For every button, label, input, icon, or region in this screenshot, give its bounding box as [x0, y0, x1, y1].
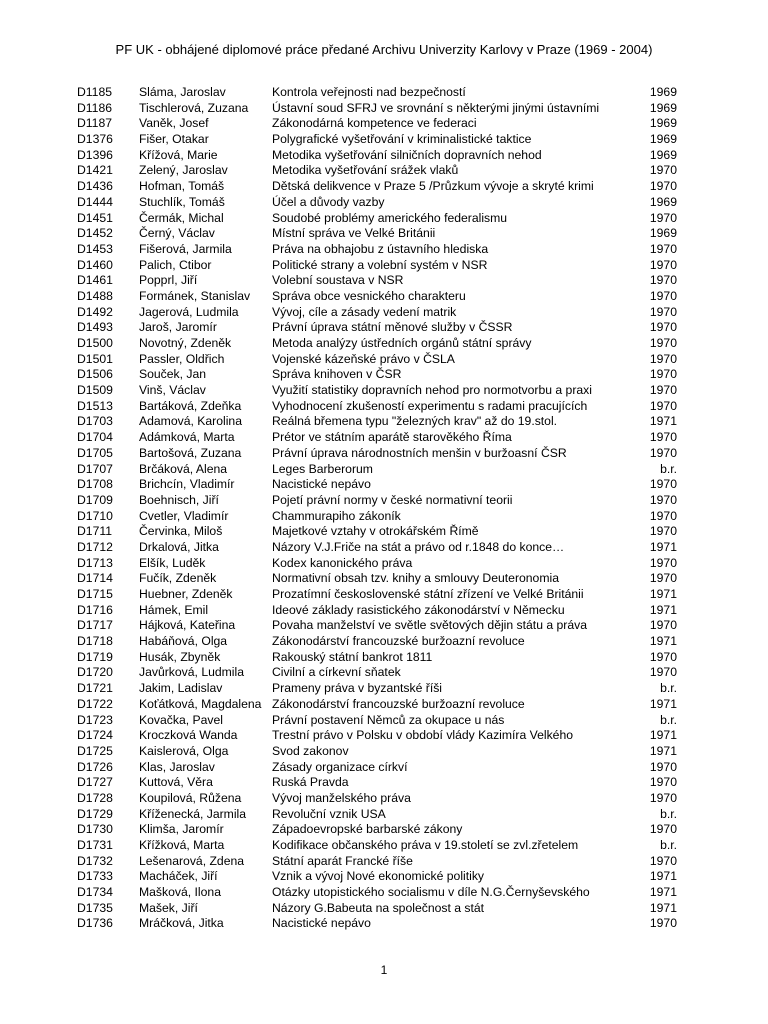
thesis-id: D1718	[77, 634, 113, 649]
author-name: Zelený, Jaroslav	[139, 163, 228, 178]
table-row	[77, 713, 677, 729]
thesis-year: 1970	[649, 273, 677, 288]
thesis-title: Svod zakonov	[272, 743, 349, 758]
thesis-title: Ruská Pravda	[272, 775, 349, 790]
thesis-year: 1970	[649, 618, 677, 633]
thesis-year: 1970	[649, 210, 677, 225]
page-number: 1	[380, 963, 388, 977]
thesis-id: D1713	[77, 555, 113, 570]
thesis-title: Zákonodárství francouzské buržoazní revoluce	[272, 634, 525, 649]
thesis-year: b.r.	[660, 806, 677, 821]
author-name: Hájková, Kateřina	[139, 618, 236, 633]
thesis-title: Nacistické nepávo	[272, 477, 371, 492]
author-name: Palich, Ctibor	[139, 257, 212, 272]
thesis-id: D1460	[77, 257, 113, 272]
author-name: Hofman, Tomáš	[139, 179, 225, 194]
table-row	[77, 195, 677, 211]
thesis-id: D1720	[77, 665, 113, 680]
author-name: Černý, Václav	[139, 226, 215, 241]
table-row	[77, 430, 677, 446]
thesis-id: D1719	[77, 649, 113, 664]
thesis-year: 1970	[649, 257, 677, 272]
thesis-title: Správa obce vesnického charakteru	[272, 288, 466, 303]
author-name: Vinš, Václav	[139, 383, 206, 398]
page-title: PF UK - obhájené diplomové práce předané Archivu Univerzity Karlovy v Praze (1969 - 2004)	[115, 42, 653, 57]
thesis-title: Účel a důvody vazby	[272, 194, 385, 209]
table-row	[77, 509, 677, 525]
thesis-title: Kodex kanonického práva	[272, 555, 413, 570]
thesis-title: Západoevropské barbarské zákony	[272, 822, 463, 837]
thesis-id: D1500	[77, 336, 113, 350]
thesis-id: D1396	[77, 147, 113, 162]
thesis-title: Ideové základy rasistického zákonodárství v Německu	[272, 602, 565, 617]
thesis-year: 1969	[649, 100, 677, 115]
author-name: Souček, Jan	[139, 367, 207, 382]
table-row	[77, 101, 677, 117]
thesis-year: 1970	[649, 351, 677, 366]
thesis-id: D1729	[77, 806, 113, 821]
thesis-id: D1493	[77, 320, 113, 335]
thesis-year: 1970	[649, 916, 677, 931]
thesis-year: 1970	[649, 665, 677, 680]
thesis-id: D1711	[77, 524, 113, 539]
thesis-id: D1488	[77, 288, 113, 303]
thesis-id: D1723	[77, 712, 113, 727]
thesis-year: 1971	[649, 634, 677, 649]
thesis-year: 1970	[649, 241, 677, 256]
table-row	[77, 634, 677, 650]
thesis-title: Správa knihoven v ČSR	[272, 367, 402, 382]
author-name: Stuchlík, Tomáš	[139, 194, 225, 209]
thesis-year: 1969	[649, 226, 677, 241]
thesis-title: Politické strany a volební systém v NSR	[272, 257, 488, 272]
author-name: Kroczková Wanda	[139, 728, 238, 743]
thesis-id: D1712	[77, 539, 113, 554]
thesis-title: Kodifikace občanského práva v 19.století se zvl.zřetelem	[272, 838, 579, 852]
thesis-year: 1970	[649, 649, 677, 664]
thesis-title: Trestní právo v Polsku v období vlády Kazimíra Velkého	[272, 728, 573, 743]
table-row	[77, 728, 677, 744]
thesis-year: 1971	[649, 539, 677, 554]
thesis-year: 1970	[649, 492, 677, 507]
author-name: Červinka, Miloš	[139, 524, 223, 539]
thesis-id: D1717	[77, 618, 113, 633]
thesis-year: 1970	[649, 759, 677, 774]
thesis-title: Kontrola veřejnosti nad bezpečností	[272, 85, 466, 99]
table-row	[77, 163, 677, 179]
author-name: Bartošová, Zuzana	[139, 445, 242, 460]
table-row	[77, 132, 677, 148]
table-row	[77, 273, 677, 289]
author-name: Klas, Jaroslav	[139, 759, 215, 774]
thesis-year: 1970	[649, 790, 677, 805]
table-row	[77, 305, 677, 321]
thesis-year: 1970	[649, 367, 677, 382]
thesis-year: 1971	[649, 414, 677, 429]
thesis-year: 1971	[649, 728, 677, 743]
thesis-year: 1971	[649, 885, 677, 900]
table-row	[77, 791, 677, 807]
thesis-year: 1970	[649, 555, 677, 570]
author-name: Fišer, Otakar	[139, 132, 209, 147]
thesis-id: D1715	[77, 587, 113, 601]
thesis-year: 1970	[649, 336, 677, 350]
author-name: Elšík, Luděk	[139, 555, 206, 570]
thesis-title: Prameny práva v byzantské říši	[272, 681, 443, 696]
author-name: Koťátková, Magdalena	[139, 696, 262, 711]
thesis-title: Pojetí právní normy v české normativní teorii	[272, 492, 513, 507]
thesis-title: Volební soustava v NSR	[272, 273, 404, 288]
thesis-year: 1970	[649, 775, 677, 790]
table-row	[77, 524, 677, 540]
table-row	[77, 399, 677, 415]
thesis-year: 1970	[649, 430, 677, 445]
author-name: Fučík, Zdeněk	[139, 571, 217, 586]
table-row	[77, 603, 677, 619]
thesis-id: D1186	[77, 100, 113, 115]
table-row	[77, 336, 677, 352]
thesis-id: D1452	[77, 226, 113, 241]
author-name: Javůrková, Ludmila	[139, 665, 244, 680]
table-row	[77, 211, 677, 227]
thesis-year: 1970	[649, 822, 677, 837]
thesis-year: 1971	[649, 900, 677, 915]
thesis-year: 1969	[649, 132, 677, 147]
thesis-id: D1506	[77, 367, 113, 382]
thesis-year: 1970	[649, 477, 677, 492]
thesis-title: Polygrafické vyšetřování v kriminalistické taktice	[272, 132, 532, 147]
thesis-id: D1736	[77, 916, 113, 931]
table-row	[77, 462, 677, 478]
author-name: Mašek, Jiří	[139, 900, 198, 915]
thesis-title: Reálná břemena typu "železných krav" až do 19.stol.	[272, 414, 558, 429]
thesis-id: D1714	[77, 571, 113, 586]
table-row	[77, 493, 677, 509]
author-name: Tischlerová, Zuzana	[139, 100, 249, 115]
thesis-title: Rakouský státní bankrot 1811	[272, 649, 433, 664]
thesis-year: 1969	[649, 147, 677, 162]
thesis-title: Státní aparát Francké říše	[272, 853, 413, 868]
thesis-title: Zákonodárství francouzské buržoazní revoluce	[272, 696, 525, 711]
thesis-id: D1731	[77, 838, 113, 852]
thesis-id: D1734	[77, 885, 113, 900]
thesis-year: 1971	[649, 743, 677, 758]
thesis-title: Prétor ve státním aparátě starověkého Říma	[272, 430, 512, 445]
thesis-year: 1970	[649, 163, 677, 178]
thesis-id: D1707	[77, 461, 113, 476]
thesis-year: 1970	[649, 304, 677, 319]
thesis-year: 1970	[649, 320, 677, 335]
author-name: Vaněk, Josef	[139, 116, 209, 131]
table-row	[77, 477, 677, 493]
thesis-id: D1725	[77, 743, 113, 758]
thesis-year: 1970	[649, 398, 677, 413]
table-row	[77, 352, 677, 368]
author-name: Mašková, Ilona	[139, 885, 221, 900]
author-name: Macháček, Jiří	[139, 869, 218, 884]
thesis-title: Otázky utopistického socialismu v díle N.G.Černyševského	[272, 885, 590, 900]
author-name: Čermák, Michal	[139, 210, 224, 225]
thesis-year: 1969	[649, 194, 677, 209]
thesis-list	[77, 85, 677, 932]
thesis-title: Povaha manželství ve světle světových dějin státu a práva	[272, 618, 588, 633]
table-row	[77, 697, 677, 713]
thesis-id: D1735	[77, 900, 113, 915]
thesis-id: D1704	[77, 430, 113, 445]
thesis-id: D1716	[77, 602, 113, 617]
thesis-year: 1971	[649, 696, 677, 711]
author-name: Mráčková, Jitka	[139, 916, 224, 931]
thesis-title: Revoluční vznik USA	[272, 806, 386, 821]
thesis-title: Vojenské kázeňské právo v ČSLA	[272, 351, 455, 366]
author-name: Novotný, Zdeněk	[139, 336, 232, 350]
table-row	[77, 116, 677, 132]
table-row	[77, 807, 677, 823]
author-name: Husák, Zbyněk	[139, 649, 221, 664]
thesis-title: Ústavní soud SFRJ ve srovnání s některými jinými ústavními	[272, 100, 600, 115]
author-name: Klimša, Jaromír	[139, 822, 224, 837]
table-row	[77, 838, 677, 854]
author-name: Jakim, Ladislav	[139, 681, 223, 696]
thesis-year: 1971	[649, 602, 677, 617]
thesis-title: Vývoj manželského práva	[272, 790, 411, 805]
author-name: Křížová, Marie	[139, 147, 218, 162]
thesis-year: 1970	[649, 571, 677, 586]
thesis-title: Místní správa ve Velké Británii	[272, 226, 436, 241]
table-row	[77, 226, 677, 242]
thesis-year: 1970	[649, 508, 677, 523]
table-row	[77, 822, 677, 838]
thesis-id: D1513	[77, 398, 113, 413]
thesis-year: b.r.	[660, 838, 677, 852]
thesis-title: Civilní a církevní sňatek	[272, 665, 401, 680]
author-name: Cvetler, Vladimír	[139, 508, 229, 523]
thesis-year: 1970	[649, 383, 677, 398]
thesis-year: 1971	[649, 587, 677, 601]
table-row	[77, 85, 677, 101]
table-row	[77, 665, 677, 681]
author-name: Lešenarová, Zdena	[139, 853, 245, 868]
table-row	[77, 571, 677, 587]
author-name: Boehnisch, Jiří	[139, 492, 219, 507]
thesis-title: Soudobé problémy amerického federalismu	[272, 210, 508, 225]
author-name: Jaroš, Jaromír	[139, 320, 217, 335]
table-row	[77, 179, 677, 195]
table-row	[77, 289, 677, 305]
thesis-title: Metodika vyšetřování silničních dopravních nehod	[272, 147, 542, 162]
author-name: Kovačka, Pavel	[139, 712, 224, 727]
table-row	[77, 650, 677, 666]
thesis-title: Názory V.J.Friče na stát a právo od r.1848 do konce…	[272, 539, 565, 554]
thesis-id: D1705	[77, 445, 113, 460]
thesis-id: D1453	[77, 241, 113, 256]
author-name: Huebner, Zdeněk	[139, 587, 233, 601]
thesis-title: Chammurapiho zákoník	[272, 508, 401, 523]
thesis-id: D1451	[77, 210, 113, 225]
thesis-id: D1185	[77, 85, 113, 99]
author-name: Bartáková, Zdeňka	[139, 398, 242, 413]
thesis-title: Prozatímní československé státní zřízení ve Velké Británii	[272, 587, 584, 601]
thesis-title: Využití statistiky dopravních nehod pro normotvorbu a praxi	[272, 383, 592, 398]
author-name: Kuttová, Věra	[139, 775, 213, 790]
table-row	[77, 854, 677, 870]
table-row	[77, 775, 677, 791]
thesis-title: Dětská delikvence v Praze 5 /Průzkum vývoje a skryté krimi	[272, 179, 594, 194]
thesis-title: Vyhodnocení zkušeností experimentu s radami pracujících	[272, 398, 588, 413]
thesis-title: Vývoj, cíle a zásady vedení matrik	[272, 304, 457, 319]
thesis-id: D1708	[77, 477, 113, 492]
thesis-year: b.r.	[660, 461, 677, 476]
thesis-id: D1436	[77, 179, 113, 194]
thesis-title: Normativní obsah tzv. knihy a smlouvy Deuteronomia	[272, 571, 559, 586]
thesis-title: Metoda analýzy ústředních orgánů státní správy	[272, 336, 532, 350]
thesis-id: D1703	[77, 414, 113, 429]
table-row	[77, 367, 677, 383]
thesis-id: D1509	[77, 383, 113, 398]
table-row	[77, 618, 677, 634]
thesis-title: Práva na obhajobu z ústavního hlediska	[272, 241, 489, 256]
table-row	[77, 916, 677, 932]
thesis-title: Metodika vyšetřování srážek vlaků	[272, 163, 459, 178]
author-name: Koupilová, Růžena	[139, 790, 242, 805]
author-name: Jagerová, Ludmila	[139, 304, 239, 319]
table-row	[77, 258, 677, 274]
table-row	[77, 681, 677, 697]
thesis-id: D1732	[77, 853, 113, 868]
table-row	[77, 540, 677, 556]
thesis-id: D1724	[77, 728, 113, 743]
thesis-title: Názory G.Babeuta na společnost a stát	[272, 900, 485, 915]
thesis-year: 1970	[649, 853, 677, 868]
table-row	[77, 556, 677, 572]
thesis-id: D1492	[77, 304, 113, 319]
thesis-title: Právní úprava státní měnové služby v ČSSR	[272, 320, 513, 335]
thesis-id: D1709	[77, 492, 113, 507]
table-row	[77, 148, 677, 164]
thesis-id: D1722	[77, 696, 113, 711]
thesis-id: D1444	[77, 194, 113, 209]
author-name: Brčáková, Alena	[139, 461, 228, 476]
author-name: Kaislerová, Olga	[139, 743, 229, 758]
thesis-id: D1421	[77, 163, 113, 178]
thesis-title: Právní postavení Němců za okupace u nás	[272, 712, 505, 727]
thesis-title: Zásady organizace církví	[272, 759, 408, 774]
thesis-year: 1971	[649, 869, 677, 884]
thesis-title: Nacistické nepávo	[272, 916, 371, 931]
author-name: Adamová, Karolina	[139, 414, 242, 429]
author-name: Hámek, Emil	[139, 602, 209, 617]
thesis-title: Vznik a vývoj Nové ekonomické politiky	[272, 869, 485, 884]
author-name: Sláma, Jaroslav	[139, 85, 226, 99]
table-row	[77, 587, 677, 603]
thesis-id: D1727	[77, 775, 113, 790]
author-name: Křížková, Marta	[139, 838, 225, 852]
thesis-id: D1376	[77, 132, 113, 147]
table-row	[77, 901, 677, 917]
table-row	[77, 320, 677, 336]
author-name: Passler, Oldřich	[139, 351, 225, 366]
thesis-id: D1728	[77, 790, 113, 805]
author-name: Drkalová, Jitka	[139, 539, 219, 554]
thesis-id: D1187	[77, 116, 113, 131]
thesis-year: 1970	[649, 445, 677, 460]
thesis-year: b.r.	[660, 681, 677, 696]
thesis-id: D1721	[77, 681, 113, 696]
thesis-year: b.r.	[660, 712, 677, 727]
thesis-title: Zákonodárná kompetence ve federaci	[272, 116, 477, 131]
author-name: Adámková, Marta	[139, 430, 235, 445]
thesis-id: D1730	[77, 822, 113, 837]
thesis-title: Leges Barberorum	[272, 461, 373, 476]
author-name: Popprl, Jiří	[139, 273, 198, 288]
thesis-year: 1969	[649, 116, 677, 131]
table-row	[77, 869, 677, 885]
table-row	[77, 414, 677, 430]
author-name: Fišerová, Jarmila	[139, 241, 232, 256]
author-name: Kříženecká, Jarmila	[139, 806, 247, 821]
thesis-id: D1733	[77, 869, 113, 884]
author-name: Brichcín, Vladimír	[139, 477, 235, 492]
table-row	[77, 744, 677, 760]
author-name: Formánek, Stanislav	[139, 288, 251, 303]
thesis-id: D1501	[77, 351, 113, 366]
thesis-title: Majetkové vztahy v otrokářském Římě	[272, 524, 479, 539]
thesis-year: 1970	[649, 288, 677, 303]
thesis-title: Právní úprava národnostních menšin v buržoasní ČSR	[272, 445, 567, 460]
thesis-year: 1970	[649, 524, 677, 539]
thesis-id: D1710	[77, 508, 113, 523]
author-name: Habáňová, Olga	[139, 634, 228, 649]
table-row	[77, 885, 677, 901]
table-row	[77, 760, 677, 776]
table-row	[77, 446, 677, 462]
thesis-year: 1969	[649, 85, 677, 99]
thesis-id: D1726	[77, 759, 113, 774]
thesis-id: D1461	[77, 273, 113, 288]
table-row	[77, 242, 677, 258]
table-row	[77, 383, 677, 399]
thesis-year: 1970	[649, 179, 677, 194]
